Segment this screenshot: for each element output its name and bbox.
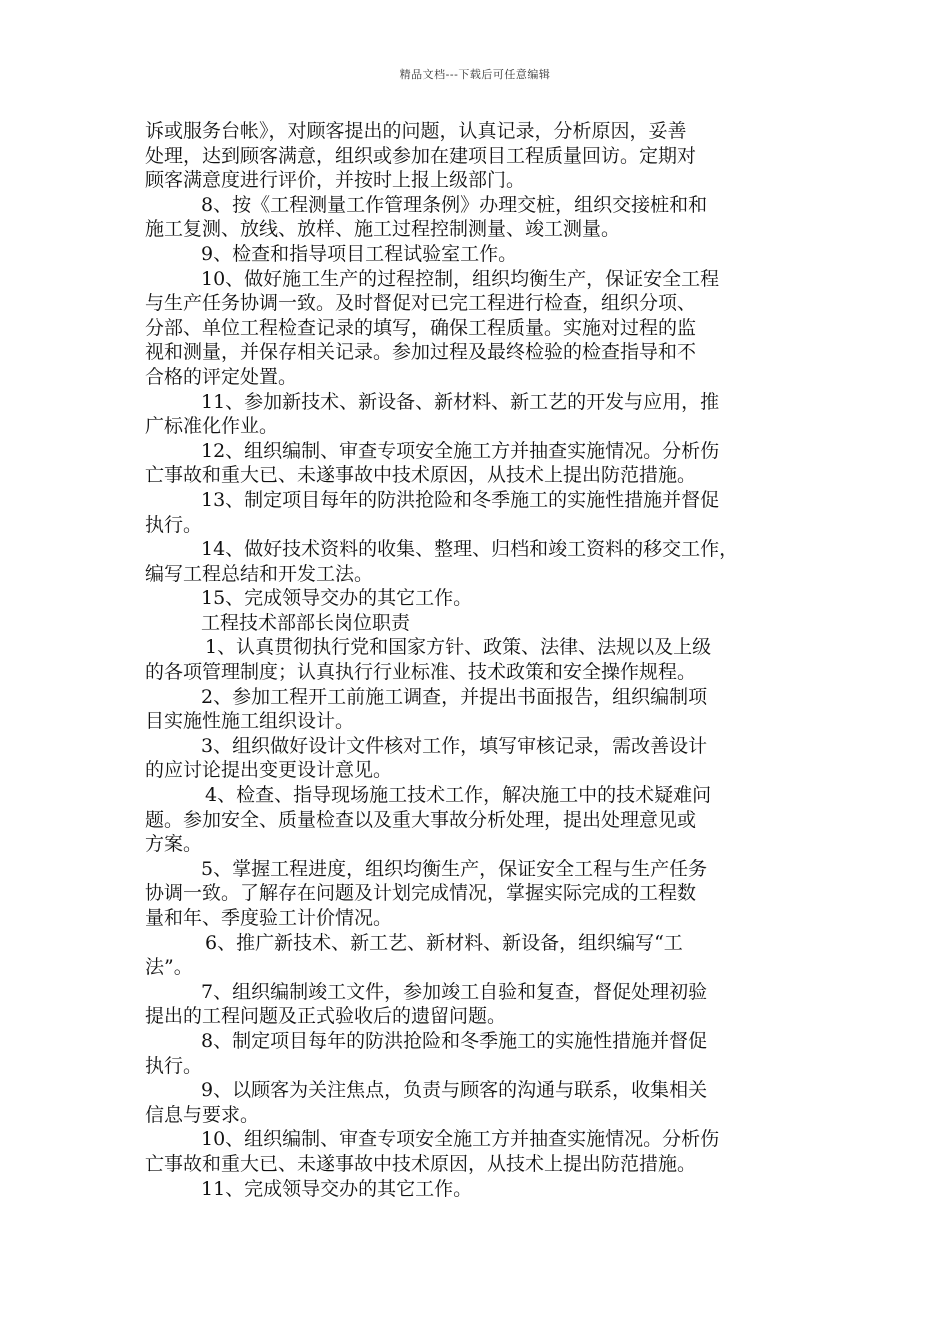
text-line: 14、做好技术资料的收集、整理、归档和竣工资料的移交工作， (201, 538, 739, 561)
text-line: 3、组织做好设计文件核对工作，填写审核记录，需改善设计 (201, 734, 708, 757)
text-line: 执行。 (145, 513, 203, 536)
page-header: 精品文档---下载后可任意编辑 (399, 68, 551, 81)
text-line: 提出的工程问题及正式验收后的遗留问题。 (145, 1005, 507, 1028)
text-line: 题。参加安全、质量检查以及重大事故分析处理，提出处理意见或 (145, 808, 697, 831)
text-line: 量和年、季度验工计价情况。 (145, 907, 393, 929)
text-line: 6、推广新技术、新工艺、新材料、新设备，组织编写“工 (205, 931, 683, 954)
text-line: 12、组织编制、审查专项安全施工方并抽查实施情况。分析伤 (201, 439, 720, 462)
text-line: 协调一致。了解存在问题及计划完成情况，掌握实际完成的工程数 (145, 882, 697, 905)
text-line: 信息与要求。 (145, 1103, 260, 1126)
text-line: 执行。 (145, 1054, 203, 1077)
text-line: 编写工程总结和开发工法。 (145, 562, 374, 585)
text-line: 与生产任务协调一致。及时督促对已完工程进行检查，组织分项、 (145, 292, 697, 315)
text-line: 1、认真贯彻执行党和国家方针、政策、法律、法规以及上级 (205, 636, 712, 659)
text-line: 方案。 (145, 833, 203, 856)
text-line: 8、制定项目每年的防洪抢险和冬季施工的实施性措施并督促 (201, 1029, 708, 1052)
text-line: 目实施性施工组织设计。 (145, 710, 355, 733)
text-line: 10、组织编制、审查专项安全施工方并抽查实施情况。分析伤 (201, 1128, 720, 1151)
text-line: 13、制定项目每年的防洪抢险和冬季施工的实施性措施并督促 (201, 488, 720, 511)
section-heading: 工程技术部部长岗位职责 (201, 611, 411, 634)
text-line: 顾客满意度进行评价，并按时上报上级部门。 (145, 169, 526, 192)
text-line: 9、以顾客为关注焦点，负责与顾客的沟通与联系，收集相关 (201, 1079, 708, 1102)
document-body (145, 119, 817, 1201)
text-line: 亡事故和重大已、未遂事故中技术原因，从技术上提出防范措施。 (145, 1152, 697, 1175)
text-line: 7、组织编制竣工文件，参加竣工自验和复查，督促处理初验 (201, 980, 708, 1003)
text-line: 11、完成领导交办的其它工作。 (201, 1177, 473, 1200)
text-line: 的应讨论提出变更设计意见。 (145, 759, 393, 782)
text-line: 9、检查和指导项目工程试验室工作。 (201, 242, 518, 265)
text-line: 的各项管理制度；认真执行行业标准、技术政策和安全操作规程。 (145, 661, 697, 684)
text-line: 15、完成领导交办的其它工作。 (201, 587, 473, 610)
text-line: 10、做好施工生产的过程控制，组织均衡生产，保证安全工程 (201, 267, 720, 290)
text-line: 分部、单位工程检查记录的填写，确保工程质量。实施对过程的监 (145, 316, 697, 339)
text-line: 施工复测、放线、放样、施工过程控制测量、竣工测量。 (145, 218, 621, 241)
text-line: 诉或服务台帐》，对顾客提出的问题，认真记录，分析原因，妥善 (145, 120, 687, 142)
text-line: 视和测量，并保存相关记录。参加过程及最终检验的检查指导和不 (145, 341, 697, 364)
text-line: 合格的评定处置。 (145, 365, 298, 388)
text-line: 8、按《工程测量工作管理条例》办理交桩，组织交接桩和和 (201, 193, 708, 216)
text-line: 法”。 (145, 956, 193, 979)
text-line: 广标准化作业。 (145, 415, 279, 438)
text-line: 处理，达到顾客满意，组织或参加在建项目工程质量回访。定期对 (145, 144, 697, 167)
text-line: 2、参加工程开工前施工调查，并提出书面报告，组织编制项 (201, 685, 708, 708)
text-line: 亡事故和重大已、未遂事故中技术原因，从技术上提出防范措施。 (145, 464, 697, 487)
text-line: 5、掌握工程进度，组织均衡生产，保证安全工程与生产任务 (201, 857, 708, 880)
text-line: 4、检查、指导现场施工技术工作，解决施工中的技术疑难问 (205, 784, 712, 807)
text-line: 11、参加新技术、新设备、新材料、新工艺的开发与应用，推 (201, 390, 720, 413)
